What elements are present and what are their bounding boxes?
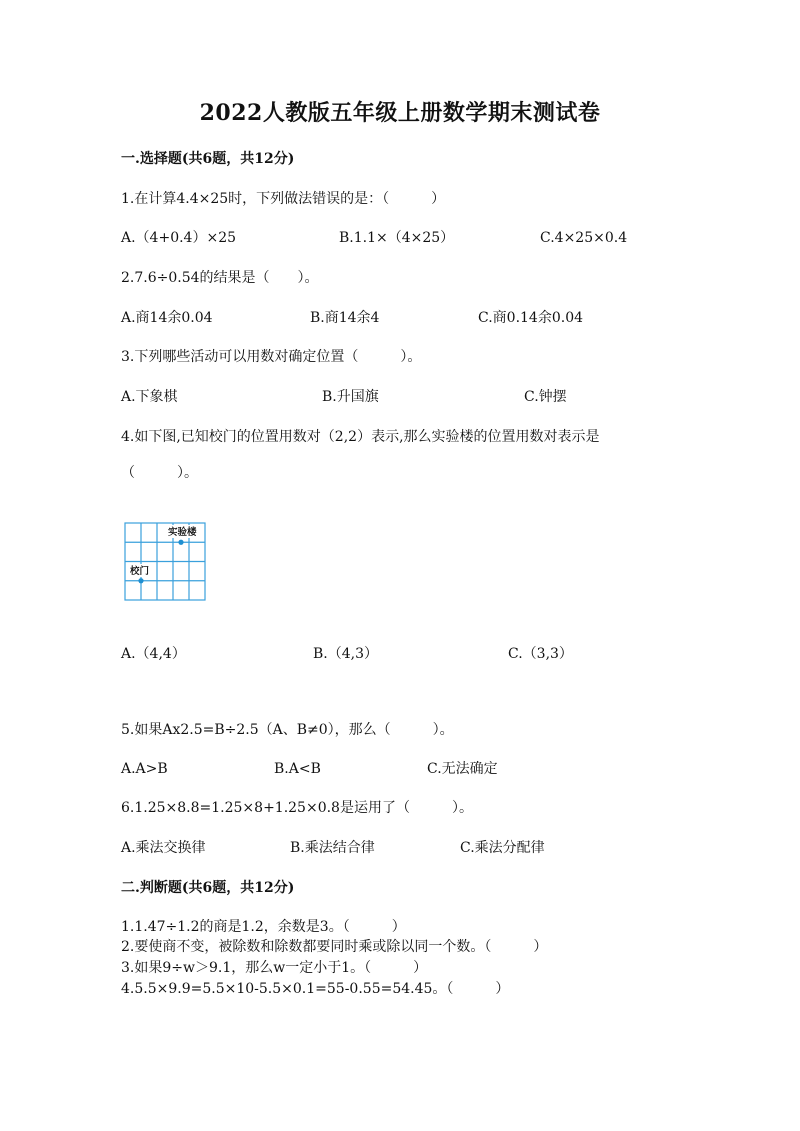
q3-option-a: A.下象棋 xyxy=(121,389,178,405)
q4-option-a: A.（4,4） xyxy=(121,646,186,662)
grid-figure xyxy=(124,522,206,606)
q2-option-c: C.商0.14余0.04 xyxy=(478,310,584,326)
q5-option-c: C.无法确定 xyxy=(427,761,498,777)
q2-option-b: B.商14余4 xyxy=(310,310,380,326)
q1-option-b: B.1.1×（4×25） xyxy=(339,230,455,246)
section-heading-choice: 一.选择题(共6题，共12分) xyxy=(121,151,295,167)
question-4-line2: （ ）。 xyxy=(121,465,198,481)
q6-option-b: B.乘法结合律 xyxy=(290,840,375,856)
q2-option-a: A.商14余0.04 xyxy=(121,310,213,326)
q3-option-b: B.升国旗 xyxy=(322,389,379,405)
judge-item-1: 1.1.47÷1.2的商是1.2，余数是3。（ ） xyxy=(121,919,406,935)
lab-point xyxy=(178,540,183,545)
question-2: 2.7.6÷0.54的结果是（ ）。 xyxy=(121,270,319,286)
judge-item-4: 4.5.5×9.9=5.5×10-5.5×0.1=55-0.55=54.45。（ ） xyxy=(121,981,510,997)
question-4: 4.如下图,已知校门的位置用数对（2,2）表示,那么实验楼的位置用数对表示是 xyxy=(121,429,600,445)
section-heading-judge: 二.判断题(共6题，共12分) xyxy=(121,880,295,896)
gate-point xyxy=(138,578,143,583)
q5-option-a: A.A>B xyxy=(121,761,168,777)
question-5: 5.如果Ax2.5=B÷2.5（A、B≠0），那么（ ）。 xyxy=(121,722,454,738)
q6-option-c: C.乘法分配律 xyxy=(460,840,545,856)
question-6: 6.1.25×8.8=1.25×8+1.25×0.8是运用了（ ）。 xyxy=(121,800,473,816)
q4-option-c: C.（3,3） xyxy=(508,646,573,662)
q3-option-c: C.钟摆 xyxy=(524,389,567,405)
coordinate-grid xyxy=(124,522,206,602)
judge-item-2: 2.要使商不变，被除数和除数都要同时乘或除以同一个数。（ ） xyxy=(121,939,548,955)
question-3: 3.下列哪些活动可以用数对确定位置（ ）。 xyxy=(121,349,422,365)
q5-option-b: B.A<B xyxy=(274,761,321,777)
judge-item-3: 3.如果9÷w＞9.1，那么w一定小于1。（ ） xyxy=(121,960,428,976)
lab-label: 实验楼 xyxy=(168,527,197,538)
q1-option-c: C.4×25×0.4 xyxy=(540,230,628,246)
question-1: 1.在计算4.4×25时，下列做法错误的是：（ ） xyxy=(121,191,446,207)
q6-option-a: A.乘法交换律 xyxy=(121,840,206,856)
q4-option-b: B.（4,3） xyxy=(313,646,379,662)
gate-label: 校门 xyxy=(130,566,150,577)
page-title: 2022人教版五年级上册数学期末测试卷 xyxy=(199,100,601,126)
q1-option-a: A.（4+0.4）×25 xyxy=(121,230,237,246)
